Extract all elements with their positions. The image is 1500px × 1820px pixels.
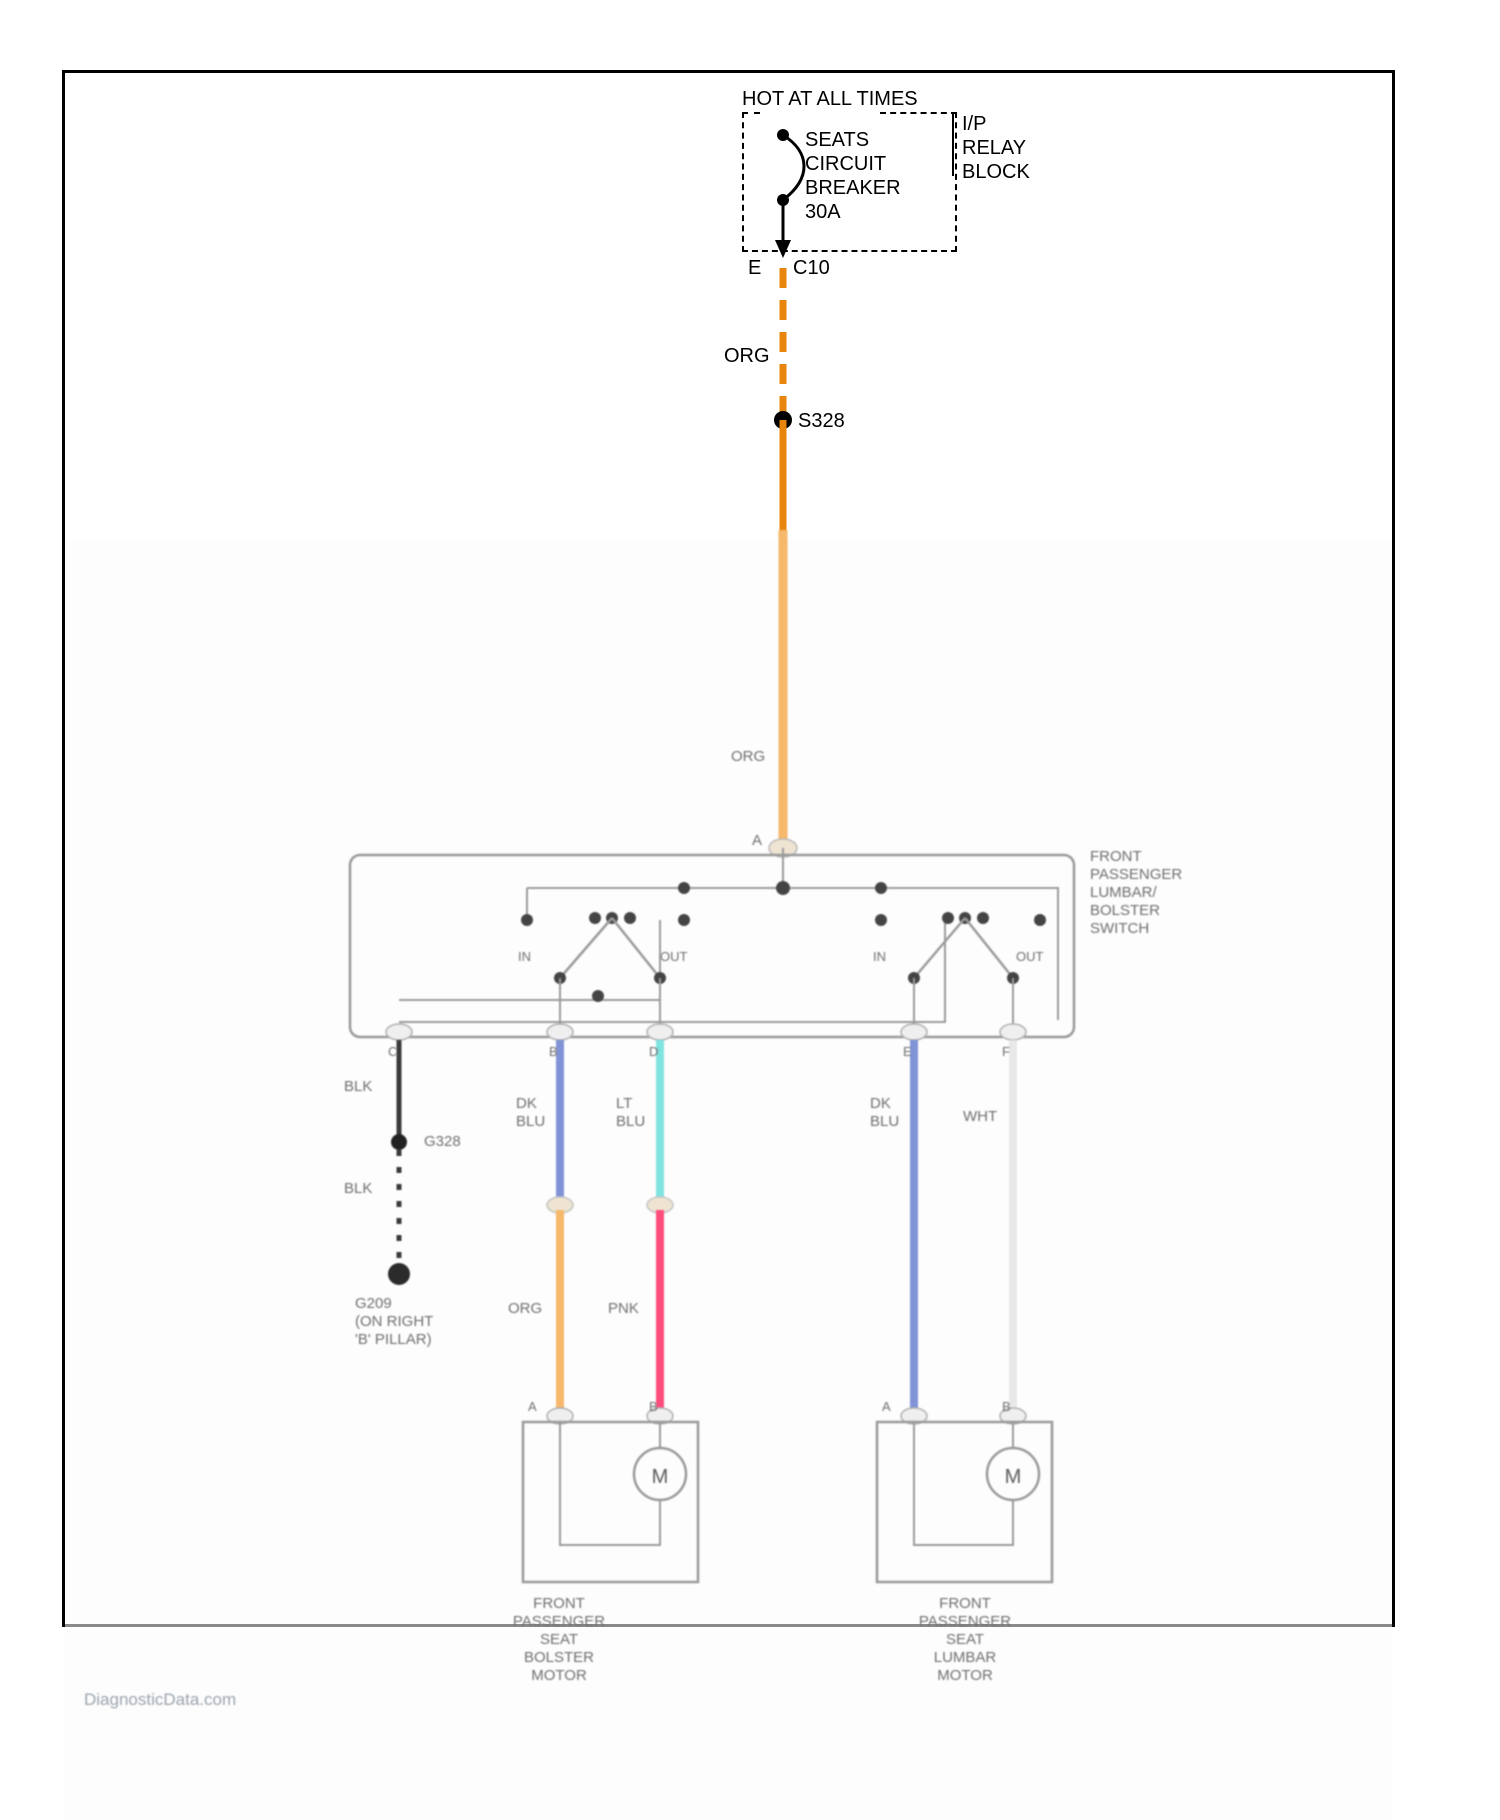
switch-lower-node-2 [592, 990, 604, 1002]
wire-label-org-top: ORG [724, 345, 770, 367]
switch-title-line-3: LUMBAR/ [1090, 884, 1157, 901]
switch-contact-out-right [1034, 914, 1046, 926]
motor-1-terminal-a-label: A [528, 1399, 537, 1414]
wire-label-dk-blu-2 [870, 1095, 899, 1131]
switch-terminal-a-label: A [752, 832, 763, 849]
breaker-line-1: SEATS [805, 129, 870, 151]
switch-contact-in-right [875, 914, 887, 926]
switch-contact-right-pivot-1 [942, 912, 954, 924]
motor-2-internal-path [914, 1422, 1013, 1545]
switch-contact-label-out-right: OUT [1016, 949, 1044, 964]
wire-label-org-lower: ORG [731, 748, 766, 765]
switch-contact-out-left [678, 914, 690, 926]
switch-terminal-f-connector [1000, 1024, 1026, 1040]
switch-contact-in-left [521, 914, 533, 926]
splice-g328-label: G328 [424, 1133, 461, 1150]
breaker-line-2: CIRCUIT [805, 153, 887, 175]
switch-terminal-d-label: D [649, 1044, 659, 1059]
splice-g328-node [391, 1134, 407, 1150]
watermark: DiagnosticData.com [84, 1690, 237, 1709]
wire-label-blk-lower: BLK [344, 1180, 373, 1197]
switch-node-feed [776, 881, 790, 895]
motor-1-label [513, 1595, 605, 1685]
motor-1-label-line-3: SEAT [539, 1631, 579, 1648]
wire-label-blk-upper: BLK [344, 1078, 373, 1095]
ground-point-location-2: 'B' PILLAR) [355, 1331, 432, 1348]
relay-block-line-3: BLOCK [962, 161, 1030, 183]
motor-1-symbol-letter: M [651, 1466, 669, 1488]
wire-label-dk-blu-1 [516, 1095, 545, 1131]
switch-contact-label-in-right: IN [873, 949, 886, 964]
terminal-e-label: E [748, 257, 762, 279]
wire-label-lt-blu-line-2: BLU [616, 1113, 646, 1130]
motor-1-housing [523, 1422, 698, 1582]
relay-block-line-1: I/P [962, 113, 987, 135]
motor-1-internal-path [560, 1422, 660, 1545]
motor-2-symbol-letter: M [1004, 1466, 1022, 1488]
switch-title-line-4: BOLSTER [1090, 902, 1161, 919]
switch-contact-right-pivot-3 [977, 912, 989, 924]
relay-block-line-2: RELAY [962, 137, 1027, 159]
motor-2-housing [877, 1422, 1052, 1582]
switch-terminal-d-connector [647, 1024, 673, 1040]
wire-label-dk-blu-2-line-2: BLU [870, 1113, 900, 1130]
switch-title-line-5: SWITCH [1090, 920, 1150, 937]
switch-blade-right-1 [914, 918, 965, 978]
switch-terminal-c-connector [386, 1024, 412, 1040]
motor-2-label-line-2: PASSENGER [918, 1613, 1012, 1630]
switch-terminal-f-label: F [1002, 1044, 1010, 1059]
motor-1-label-line-5: MOTOR [531, 1667, 587, 1684]
ground-point-g209-symbol [388, 1263, 410, 1285]
ground-point-location-1: (ON RIGHT [355, 1313, 434, 1330]
hot-at-all-times-label: HOT AT ALL TIMES [742, 88, 918, 110]
wire-label-dk-blu-2-line-1: DK [870, 1095, 891, 1112]
ground-point-name: G209 [355, 1295, 392, 1312]
switch-terminal-e-label: E [903, 1044, 912, 1059]
splice-s328-label: S328 [798, 410, 845, 432]
motor-1-label-line-4: BOLSTER [523, 1649, 595, 1666]
motor-2-terminal-b-label: B [1002, 1399, 1011, 1414]
switch-blade-left-2 [612, 918, 660, 978]
switch-terminal-e-connector [901, 1024, 927, 1040]
wire-label-dk-blu-1-line-1: DK [516, 1095, 537, 1112]
switch-bus-bottom-right [399, 920, 945, 1022]
switch-title-line-2: PASSENGER [1090, 866, 1183, 883]
switch-blade-right-2 [965, 918, 1013, 978]
switch-node-left-top [678, 882, 690, 894]
breaker-line-3: BREAKER [805, 177, 901, 199]
switch-node-right-top [875, 882, 887, 894]
motor-2-label-line-4: LUMBAR [933, 1649, 997, 1666]
wire-label-dk-blu-1-line-2: BLU [516, 1113, 546, 1130]
motor-2-terminal-a-label: A [882, 1399, 891, 1414]
switch-housing [350, 855, 1074, 1037]
connector-c10-label: C10 [793, 257, 830, 279]
motor-2-label-line-1: FRONT [939, 1595, 991, 1612]
wire-label-lt-blu-line-1: LT [616, 1095, 633, 1112]
switch-title [1090, 848, 1182, 938]
wire-label-wht: WHT [963, 1108, 998, 1125]
switch-contact-label-out-left: OUT [660, 949, 688, 964]
switch-terminal-c-label: C [388, 1044, 398, 1059]
switch-terminal-b-connector [547, 1024, 573, 1040]
motor-1-label-line-1: FRONT [533, 1595, 585, 1612]
switch-terminal-b-label: B [549, 1044, 558, 1059]
ground-point-label [355, 1295, 433, 1349]
switch-contact-left-pivot-1 [589, 912, 601, 924]
switch-blade-left-1 [560, 918, 612, 978]
motor-2-label-line-5: MOTOR [937, 1667, 993, 1684]
switch-contact-left-pivot-3 [624, 912, 636, 924]
wire-label-pnk-motor: PNK [608, 1300, 639, 1317]
motor-1-terminal-b-label: B [649, 1399, 658, 1414]
motor-2-label-line-3: SEAT [945, 1631, 985, 1648]
switch-contact-label-in-left: IN [518, 949, 531, 964]
breaker-line-4: 30A [805, 201, 841, 223]
switch-title-line-1: FRONT [1090, 848, 1142, 865]
motor-1-label-line-2: PASSENGER [512, 1613, 606, 1630]
wire-label-lt-blu [616, 1095, 645, 1131]
motor-2-label [919, 1595, 1011, 1685]
wire-label-org-motor: ORG [508, 1300, 543, 1317]
